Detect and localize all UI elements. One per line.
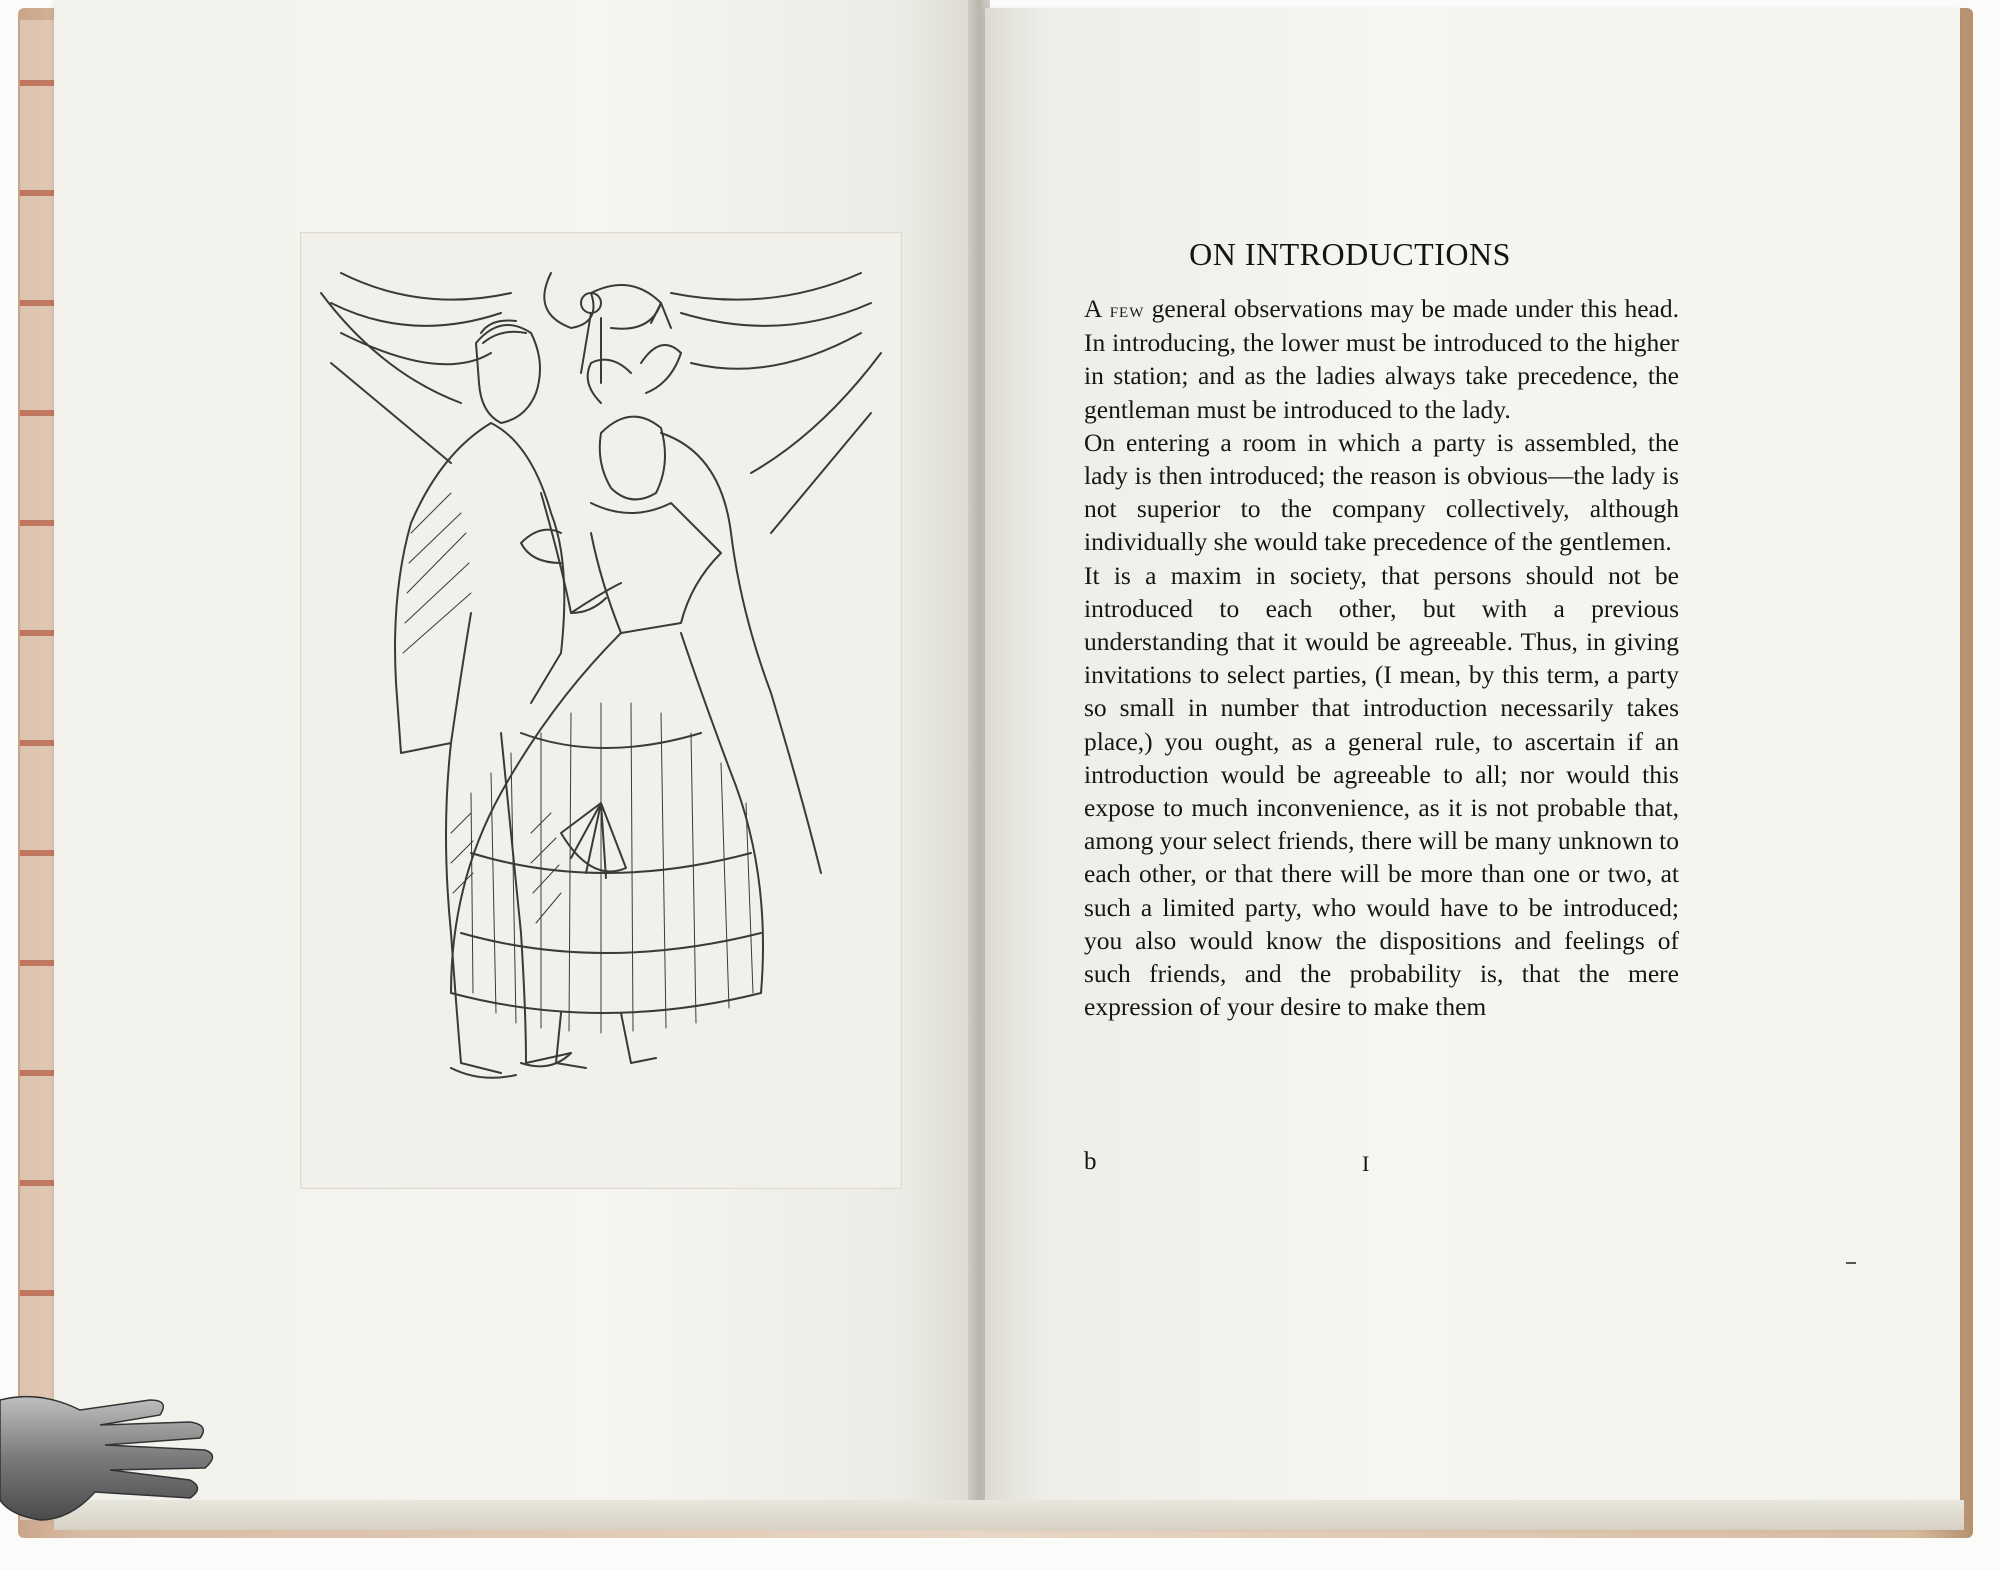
- gentleman-coat: [395, 423, 564, 753]
- signature-mark: b: [1084, 1148, 1097, 1175]
- gentleman-head: [476, 325, 540, 423]
- left-page: [54, 0, 974, 1520]
- metal-hand-icon: [0, 1380, 230, 1530]
- ribbon-bow: [544, 273, 661, 383]
- page-number: I: [1362, 1151, 1370, 1176]
- small-caps-lead: few: [1109, 297, 1145, 322]
- page-mark: [1846, 1262, 1856, 1264]
- drape-left: [321, 273, 511, 463]
- chapter-heading: ON INTRODUCTIONS: [1189, 236, 1511, 272]
- page-bottom-edge: [54, 1500, 1964, 1530]
- lady-head: [600, 417, 665, 500]
- paragraph-3: It is a maxim in society, that persons should not be introduced to each other, but with a previous understanding that it would be agreeable. Thus, in giving invitations to select parties, (I mean, by this term, a party so small in number that introduction necessarily takes place,) you ought, as a general rule, to ascertain if an introduction would be agreeable to all; nor would this expose to much inconvenience, as it is not probable that, among your select friends, there will be many unknown to each other, or that there will be more than one or two, at such a limited party, who would have to be introduced; you also would know the dispositions and feelings of such friends, and the probability is, that the mere expression of your desire to make them: [1084, 560, 1679, 1022]
- paragraph-2: On entering a room in which a party is assembled, the lady is then introduced; the reason is obvious—the lady is not superior to the company collectively, although individually she would take precedence of the gentlemen.: [1084, 427, 1679, 557]
- etching-plate: [300, 232, 902, 1189]
- body-text: [1084, 292, 1679, 1023]
- paragraph-1: A few general observations may be made under this head. In introducing, the lower must be introduced to the higher in station; and as the ladies always take precedence, the gentleman must be introduced to the lady.: [1084, 294, 1680, 424]
- etching-illustration: [301, 233, 901, 1188]
- lady-feet: [556, 1013, 656, 1068]
- drape-right: [671, 273, 881, 533]
- lady-bodice: [591, 503, 721, 633]
- lady-skirt: [451, 633, 763, 1013]
- patterned-endpaper: [20, 20, 54, 1520]
- lady-veil: [661, 433, 821, 873]
